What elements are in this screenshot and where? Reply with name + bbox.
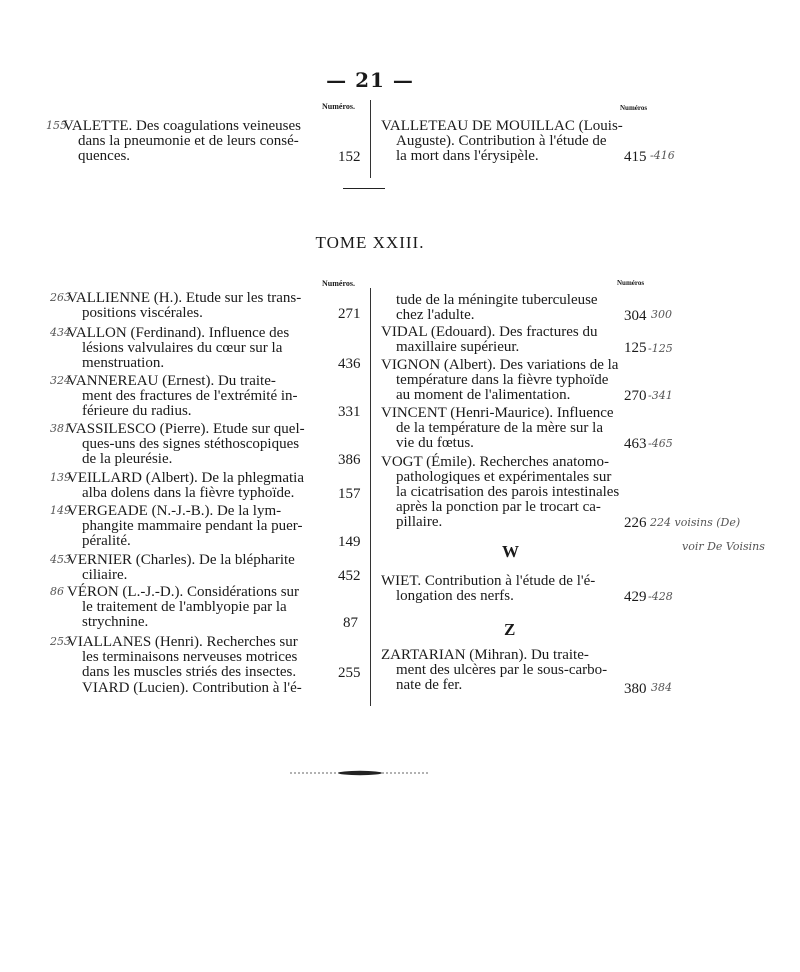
number-vallienne: 271 [338, 306, 361, 322]
entry-valleteau [381, 119, 623, 164]
number-vernier: 452 [338, 568, 361, 584]
entry-viallanes [67, 635, 298, 680]
entry-line: ment des fractures de l'extrémité in- [82, 388, 298, 404]
entry-line: lésions valvulaires du cœur sur la [82, 340, 283, 356]
annotation-vignon: -341 [648, 389, 673, 402]
entry-vincent [381, 406, 614, 451]
numeros-header-top-left: Numéros. [322, 102, 355, 111]
tome-title: TOME XXIII. [315, 233, 425, 252]
entry-line: de la température de la mère sur la [396, 420, 603, 436]
entry-line: ques-uns des signes stéthoscopiques [82, 436, 300, 452]
entry-veron [67, 585, 299, 630]
entry-line: ZARTARIAN (Mihran). Du traite- [381, 647, 589, 663]
entry-line: maxillaire supérieur. [396, 339, 520, 355]
entry-line: VALLON (Ferdinand). Influence des [67, 325, 290, 341]
entry-line: les terminaisons nerveuses motrices [82, 649, 298, 665]
entry-line: quences. [78, 148, 131, 164]
entry-vassilesco [67, 422, 305, 467]
number-vallon: 436 [338, 356, 361, 372]
section-separator [343, 188, 385, 189]
entry-line: longation des nerfs. [396, 588, 514, 604]
entry-wiet [381, 574, 595, 604]
entry-veillard [67, 471, 304, 501]
entry-vallienne [67, 291, 301, 321]
entry-line: péralité. [82, 533, 131, 549]
annotation-vogt: 224 voisins (De) [650, 516, 741, 529]
entry-line: WIET. Contribution à l'étude de l'é- [381, 573, 596, 589]
annotation-viallanes: 253 [50, 635, 71, 648]
entry-vogt [381, 455, 619, 530]
entry-viard-continued [381, 293, 598, 323]
annotation-vernier: 453 [50, 553, 71, 566]
entry-line: VEILLARD (Albert). De la phlegmatia [67, 470, 305, 486]
letter-heading-w: W [502, 542, 519, 561]
number-viard: 304 [624, 308, 647, 324]
annotation-vassilesco: 381 [50, 422, 71, 435]
entry-line: VIGNON (Albert). Des variations de la [381, 357, 619, 373]
numeros-header-left: Numéros. [322, 279, 355, 288]
entry-line: nate de fer. [396, 677, 463, 693]
entry-vignon [381, 358, 618, 403]
annotation-veron: 86 [50, 585, 64, 598]
entry-line: VALLIENNE (H.). Etude sur les trans- [67, 290, 302, 306]
number-vannereau: 331 [338, 404, 361, 420]
annotation-vannereau: 324 [50, 374, 71, 387]
number-valleteau: 415 [624, 149, 647, 165]
entry-line: de la pleurésie. [82, 451, 173, 467]
entry-line: dans les muscles striés des insectes. [82, 664, 297, 680]
number-vincent: 463 [624, 436, 647, 452]
margin-note: voir De Voisins [682, 540, 765, 553]
entry-line: Auguste). Contribution à l'étude de [396, 133, 607, 149]
number-viallanes: 255 [338, 665, 361, 681]
annotation-vincent: -465 [648, 437, 673, 450]
annotation-vallienne: 263 [50, 291, 71, 304]
numeros-header-right: Numéros [617, 279, 645, 287]
number-valette: 152 [338, 149, 361, 165]
number-vassilesco: 386 [338, 452, 361, 468]
entry-valette [63, 119, 301, 164]
numeros-header-top-right: Numéros [620, 104, 648, 112]
annotation-vallon: 434 [50, 326, 71, 339]
page-number: — 21 — [326, 68, 414, 92]
annotation-veillard: 139 [50, 471, 71, 484]
entry-line: strychnine. [82, 614, 149, 630]
entry-line: VANNEREAU (Ernest). Du traite- [67, 373, 276, 389]
number-wiet: 429 [624, 589, 647, 605]
letter-heading-z: Z [504, 620, 516, 639]
entry-vernier [67, 553, 295, 583]
entry-line: VASSILESCO (Pierre). Etude sur quel- [67, 421, 305, 437]
ornamental-divider [290, 770, 430, 776]
entry-line: dans la pneumonie et de leurs consé- [78, 133, 299, 149]
number-vignon: 270 [624, 388, 647, 404]
entry-line: VIDAL (Edouard). Des fractures du [381, 324, 598, 340]
number-veron: 87 [343, 615, 358, 631]
entry-line: férieure du radius. [82, 403, 192, 419]
entry-line: pillaire. [396, 514, 443, 530]
entry-line: VERGEADE (N.-J.-B.). De la lym- [67, 503, 282, 519]
entry-line: alba dolens dans la fièvre typhoïde. [82, 485, 295, 501]
entry-line: le traitement de l'amblyopie par la [82, 599, 287, 615]
number-vogt: 226 [624, 515, 647, 531]
entry-line: vie du fœtus. [396, 435, 474, 451]
annotation-vidal: -125 [648, 342, 673, 355]
entry-line: VÉRON (L.-J.-D.). Considérations sur [67, 584, 300, 600]
column-divider-top [370, 100, 371, 178]
number-vergeade: 149 [338, 534, 361, 550]
entry-line: VALETTE. Des coagulations veineuses [63, 118, 302, 134]
entry-line: la mort dans l'érysipèle. [396, 148, 539, 164]
entry-vannereau [67, 374, 298, 419]
entry-line: au moment de l'alimentation. [396, 387, 571, 403]
entry-viard [82, 681, 302, 696]
entry-zartarian [381, 648, 607, 693]
annotation-viard: 300 [651, 308, 672, 321]
entry-line: pathologiques et expérimentales sur [396, 469, 612, 485]
column-divider [370, 288, 371, 706]
number-zartarian: 380 [624, 681, 647, 697]
number-vidal: 125 [624, 340, 647, 356]
entry-line: après la ponction par le trocart ca- [396, 499, 601, 515]
entry-line: ment des ulcères par le sous-carbo- [396, 662, 608, 678]
entry-line: la cicatrisation des parois intestinales [396, 484, 620, 500]
entry-line: VIARD (Lucien). Contribution à l'é- [82, 680, 302, 696]
annotation-valette: 155 [46, 119, 67, 132]
entry-line: positions viscérales. [82, 305, 203, 321]
entry-line: température dans la fièvre typhoïde [396, 372, 609, 388]
annotation-vergeade: 149 [50, 504, 71, 517]
entry-line: menstruation. [82, 355, 165, 371]
entry-vergeade [67, 504, 302, 549]
entry-line: VERNIER (Charles). De la blépharite [67, 552, 295, 568]
entry-line: VALLETEAU DE MOUILLAC (Louis- [381, 118, 623, 134]
entry-line: VOGT (Émile). Recherches anatomo- [381, 454, 609, 470]
entry-line: phangite mammaire pendant la puer- [82, 518, 303, 534]
entry-vallon [67, 326, 289, 371]
entry-line: VINCENT (Henri-Maurice). Influence [381, 405, 614, 421]
entry-vidal [381, 325, 597, 355]
entry-line: ciliaire. [82, 567, 128, 583]
annotation-zartarian: 384 [651, 681, 672, 694]
number-veillard: 157 [338, 486, 361, 502]
entry-line: chez l'adulte. [396, 307, 475, 323]
annotation-valleteau: -416 [650, 149, 675, 162]
entry-line: VIALLANES (Henri). Recherches sur [67, 634, 298, 650]
entry-line: tude de la méningite tuberculeuse [396, 292, 598, 308]
annotation-wiet: -428 [648, 590, 673, 603]
